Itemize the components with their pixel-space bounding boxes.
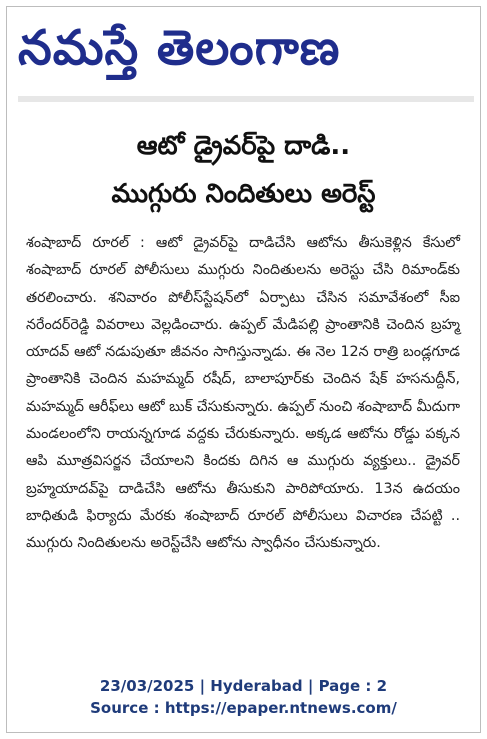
- headline-line-2: ముగ్గురు నిందితులు అరెస్ట్: [111, 179, 376, 209]
- footer-date-line: 23/03/2025 | Hyderabad | Page : 2: [99, 677, 388, 695]
- article-paragraph: శంషాబాద్ రూరల్ : ఆటో డ్రైవర్‌పై దాడిచేసి ఆటోను తీసుకెళ్లిన కేసులో శంషాబాద్ రూరల్ పోలీసులు ముగ్గురు నిందితులను అరెస్టు చేసి రిమాండ్‌కు తరలించారు. శనివారం పోలీస్‌స్టేషన్‌లో ఏర్పాటు చేసిన సమావేశంలో సీఐ నరేందర్‌రెడ్డి వివరాలు వెల్లడించారు. ఉప్పల్ మేడిపల్లి ప్రాంతానికి చెందిన బ్రహ్మ యాదవ్ ఆటో నడుపుతూ జీవనం సాగిస్తున్నాడు. ఈ నెల 12న రాత్రి బండ్లగూడ ప్రాంతానికి చెందిన మహమ్మద్ రషీద్, బాలాపూర్‌కు చెందిన షేక్ హసనుద్దీన్, మహమ్మద్ ఆరీఫ్‌లు ఆటో బుక్ చేసుకున్నారు. ఉప్పల్ నుంచి శంషాబాద్ మీదుగా మండలంలోని రాయన్నగూడ వద్దకు చేరుకున్నారు. అక్కడ ఆటోను రోడ్డు పక్కన ఆపి మూత్రవిసర్జన చేయాలని కిందకు దిగిన ఆ ముగ్గురు వ్యక్తులు.. డ్రైవర్ బ్రహ్మయాదవ్‌పై దాడిచేసి ఆటోను తీసుకుని పారిపోయారు. 13న ఉదయం బాధితుడి ఫిర్యాదు మేరకు శంషాబాద్ రూరల్ పోలీసులు విచారణ చేపట్టి .. ముగ్గురు నిందితులను అరెస్ట్‌చేసి ఆటోను స్వాధీనం చేసుకున్నారు.: [26, 235, 460, 552]
- article-body: [26, 230, 460, 558]
- masthead-logo-text: నమస్తే తెలంగాణ: [18, 20, 341, 76]
- newspaper-masthead: [18, 12, 448, 84]
- headline-line-1: ఆటో డ్రైవర్‌పై దాడి..: [136, 131, 351, 161]
- footer-source-line: Source : https://epaper.ntnews.com/: [90, 699, 397, 717]
- masthead-divider: [18, 96, 474, 102]
